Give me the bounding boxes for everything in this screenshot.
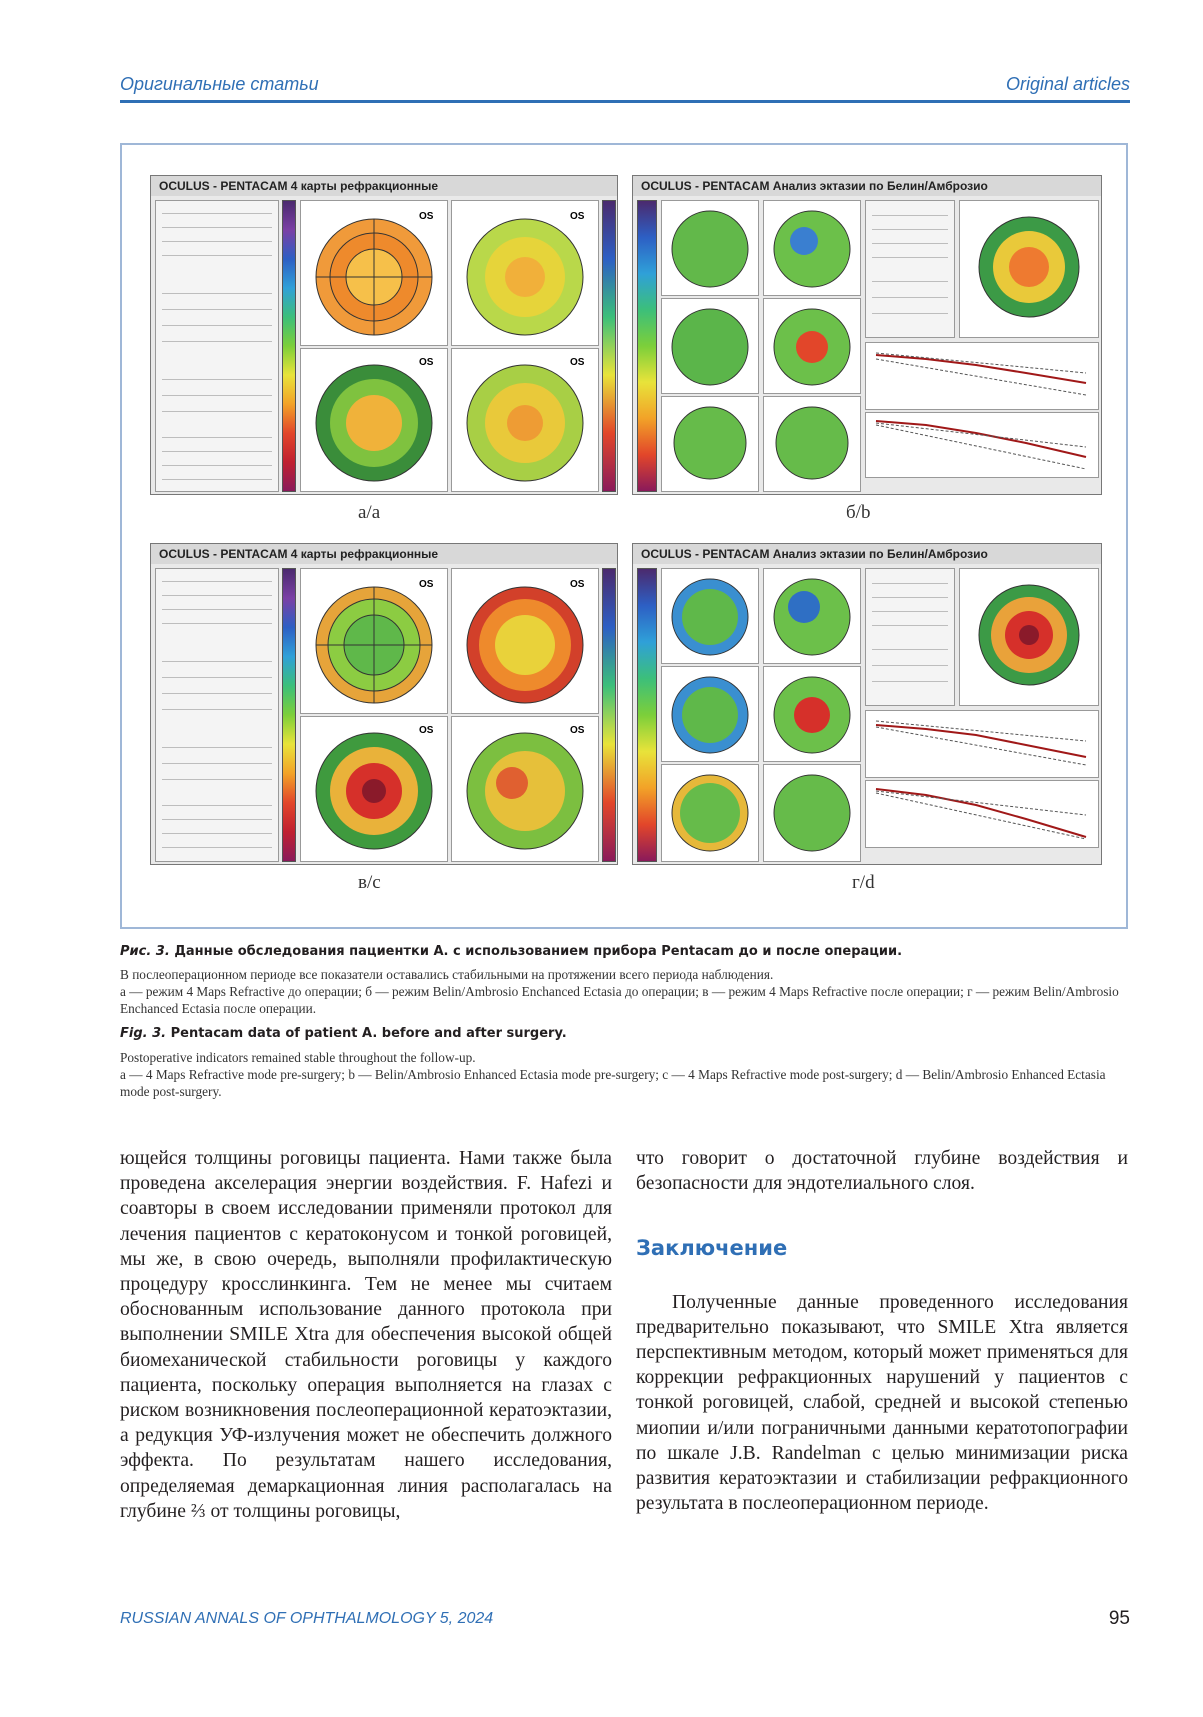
panel-a-map-2 — [451, 200, 599, 346]
body-paragraph-right-1: что говорит о достаточной глубине воздействия и безопасности для эндотелиального слоя. — [636, 1148, 1128, 1195]
body-column-left — [120, 1146, 612, 1524]
panel-d-label: г/d — [852, 872, 875, 893]
panel-b-label: б/b — [846, 502, 871, 523]
panel-c-map-3 — [300, 716, 448, 862]
header-rule — [120, 100, 1130, 103]
caption-text-ru-2: а — режим 4 Maps Refractive до операции; б — режим Belin/Ambrosio Enchanced Ectasia до операции; в — режим 4 Maps Refractive после операции; г — режим Belin/Ambrosio Enchanced Ectasia после операции. — [120, 984, 1119, 1016]
panel-b-thickness-map — [959, 200, 1099, 338]
panel-b-title: OCULUS - PENTACAM Анализ эктазии по Белин/Амброзио — [633, 176, 1101, 196]
caption-prefix-en: Fig. 3. — [120, 1026, 167, 1041]
caption-title-ru — [120, 944, 1130, 959]
footer-page-number: 95 — [1108, 1608, 1130, 1629]
panel-c-title: OCULUS - PENTACAM 4 карты рефракционные — [151, 544, 617, 564]
figure-panel-c — [150, 543, 618, 865]
panel-a-color-scale-right — [602, 200, 616, 492]
panel-d-map-2 — [763, 568, 861, 664]
body-paragraph-right-2: Полученные данные проведенного исследования предварительно показывают, что SMILE Xtra является перспективным методом, который может применяться для коррекции рефракционных нарушений у пациентов с тонкой роговицей, слабой, средней и высокой степенью миопии и/или пограничными данными кератотопографии по шкале J.B. Randelman с целью минимизации риска развития кератоэктазии и стабилизации рефракционного результата в послеоперационном периоде. — [636, 1291, 1128, 1515]
panel-d-map-5 — [661, 764, 759, 862]
panel-a-map-1 — [300, 200, 448, 346]
panel-b-info — [865, 200, 955, 338]
panel-c-map-4 — [451, 716, 599, 862]
panel-a-title: OCULUS - PENTACAM 4 карты рефракционные — [151, 176, 617, 196]
panel-b-map-6 — [763, 396, 861, 492]
os-label: OS — [570, 579, 585, 590]
panel-d-map-4 — [763, 666, 861, 762]
panel-b-map-1 — [661, 200, 759, 296]
section-title: Заключение — [636, 1236, 788, 1261]
panel-a-color-scale-left — [282, 200, 296, 492]
footer-journal: RUSSIAN ANNALS OF OPHTHALMOLOGY 5, 2024 — [120, 1610, 494, 1627]
os-label: OS — [419, 211, 434, 222]
caption-title-en — [120, 1026, 1130, 1041]
figure-panel-b — [632, 175, 1102, 495]
caption-title-ru-text: Данные обследования пациентки А. с использованием прибора Pentacam до и после операции. — [169, 944, 903, 959]
figure-frame — [120, 143, 1128, 929]
os-label: OS — [570, 357, 585, 368]
panel-c-map-1 — [300, 568, 448, 714]
caption-text-en-1: Postoperative indicators remained stable throughout the follow-up. — [120, 1050, 476, 1065]
panel-d-map-1 — [661, 568, 759, 664]
panel-c-map-2 — [451, 568, 599, 714]
panel-b-map-2 — [763, 200, 861, 296]
os-label: OS — [570, 211, 585, 222]
panel-b-map-4 — [763, 298, 861, 394]
caption-title-en-text: Pentacam data of patient A. before and after surgery. — [166, 1026, 567, 1041]
panel-d-info — [865, 568, 955, 706]
panel-b-graph-pti — [865, 412, 1099, 478]
running-header-left: Оригинальные статьи — [120, 74, 319, 94]
panel-a-map-4 — [451, 348, 599, 492]
panel-d-graph-pti — [865, 780, 1099, 848]
caption-text-en-2: a — 4 Maps Refractive mode pre-surgery; b — Belin/Ambrosio Enhanced Ectasia mode pre-surgery; c — 4 Maps Refractive mode post-surgery; d — Belin/Ambrosio Enhanced Ectasia mode post-surgery. — [120, 1067, 1106, 1099]
panel-b-graph-ctsp — [865, 342, 1099, 410]
panel-d-color-scale — [637, 568, 657, 862]
panel-a-map-3 — [300, 348, 448, 492]
panel-c-color-scale-right — [602, 568, 616, 862]
panel-d-graph-ctsp — [865, 710, 1099, 778]
panel-b-color-scale — [637, 200, 657, 492]
panel-a-info-column — [155, 200, 279, 492]
panel-d-map-6 — [763, 764, 861, 862]
caption-prefix-ru: Рис. 3. — [120, 944, 170, 959]
os-label: OS — [570, 725, 585, 736]
panel-c-color-scale-left — [282, 568, 296, 862]
os-label: OS — [419, 725, 434, 736]
running-header-right: Original articles — [1005, 74, 1130, 94]
body-paragraph-left: ющейся толщины роговицы пациента. Нами также была проведена акселерация энергии воздействия. F. Hafezi и соавторы в своем исследовании применяли протокол для лечения пациентов с кератоконусом и тонкой роговицей, мы же, в свою очередь, выполняли профилактическую процедуру кросслинкинга. Тем не менее мы считаем обоснованным использование данного протокола при выполнении SMILE Xtra для обеспечения высокой общей биомеханической стабильности роговицы у каждого пациента, поскольку операция выполняется на глазах с риском возникновения послеоперационной кератоэктазии, а редукция УФ-излучения может не обеспечить должного эффекта. По результатам нашего исследования, определяемая демаркационная линия располагалась на глубине ⅔ от толщины роговицы, — [120, 1148, 612, 1522]
panel-a-label: а/а — [358, 502, 381, 523]
panel-d-title: OCULUS - PENTACAM Анализ эктазии по Белин/Амброзио — [633, 544, 1101, 564]
panel-b-map-3 — [661, 298, 759, 394]
caption-text-ru-1: В послеоперационном периоде все показатели оставались стабильными на протяжении всего периода наблюдения. — [120, 967, 774, 982]
os-label: OS — [419, 357, 434, 368]
os-label: OS — [419, 579, 434, 590]
panel-b-map-5 — [661, 396, 759, 492]
panel-d-thickness-map — [959, 568, 1099, 706]
panel-c-label: в/с — [358, 872, 381, 893]
panel-c-info-column — [155, 568, 279, 862]
panel-d-map-3 — [661, 666, 759, 762]
body-column-right — [636, 1146, 1128, 1516]
figure-panel-a — [150, 175, 618, 495]
figure-panel-d — [632, 543, 1102, 865]
